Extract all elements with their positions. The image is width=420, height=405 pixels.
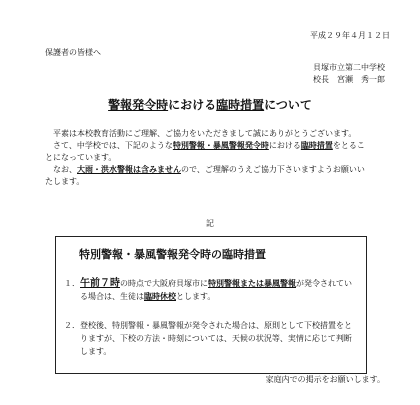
- addressee: 保護者の皆様へ: [45, 48, 101, 57]
- body-line3-a: なお、: [53, 165, 77, 174]
- title-part1: 警報発令時: [108, 98, 169, 112]
- body-line2-a: さて、中学校では、下記のような: [53, 141, 173, 150]
- item-number: ２．: [64, 321, 80, 330]
- warning-type-emphasis: 特別警報または暴風警報: [208, 279, 296, 288]
- title-part2: における: [168, 98, 217, 112]
- title-part3: 臨時措置: [216, 98, 265, 112]
- item-text: 登校後、特別警報・暴風警報が発令された場合は、原則として下校措置をとりますが、下校の方法・時刻については、天候の状況等、実情に応じて判断します。: [80, 321, 352, 356]
- item-number: １．: [64, 279, 80, 288]
- body-line2-d: 臨時措置: [300, 141, 333, 150]
- item-text: [80, 277, 356, 303]
- body-line3-c: ので、ご理解のうえご協力下さいますようお願いいたします。: [45, 165, 365, 186]
- measures-box: [55, 236, 367, 374]
- body-line2-b: 特別警報・暴風警報発令時: [172, 141, 269, 150]
- document-title: [0, 96, 420, 113]
- closure-emphasis: 臨時休校: [144, 292, 176, 301]
- measure-item-1: [64, 277, 356, 303]
- time-emphasis: 午前７時: [80, 278, 120, 289]
- body-line3-b: 大雨・洪水警報は含みません: [77, 165, 181, 174]
- measure-item-2: [64, 319, 356, 358]
- title-part4: について: [264, 98, 312, 112]
- ki-marker: 記: [206, 219, 214, 228]
- document-date: 平成２９年４月１２日: [310, 31, 390, 40]
- body-line2-e: をとることになっています。: [45, 141, 365, 162]
- body-line3: [45, 164, 370, 188]
- principal-name: 校長 宮瀬 秀一郎: [313, 75, 385, 84]
- body-line2: [45, 140, 370, 164]
- body-text: [45, 128, 370, 188]
- school-name: 貝塚市立第二中学校: [313, 63, 385, 72]
- item1-t1: の時点で大阪府貝塚市に: [120, 279, 208, 288]
- item1-t3: とします。: [176, 292, 216, 301]
- box-title: 特別警報・暴風警報発令時の臨時措置: [79, 248, 266, 261]
- footer-note: 家庭内での掲示をお願いします。: [265, 375, 385, 384]
- body-line1: [45, 128, 370, 140]
- body-line1-text: 平素は本校教育活動にご理解、ご協力をいただきまして誠にありがとうございます。: [53, 129, 357, 138]
- item1-t2: が発令されている場合は、生徒は: [80, 279, 352, 301]
- body-line2-c: における: [268, 141, 301, 150]
